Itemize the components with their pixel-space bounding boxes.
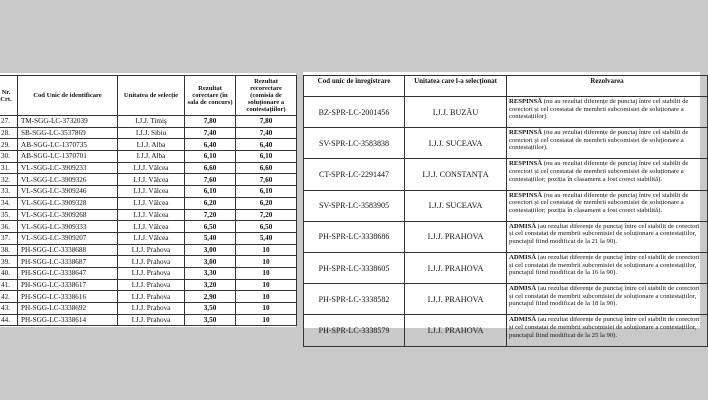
decision-label: RESPINSĂ [509,129,543,137]
row-unitate: I.J.J. SUCEAVA [405,190,507,221]
row-cod: PH-SGG-LC-3338687 [18,256,118,268]
decision-details: (nu au rezultat diferențe de punctaj între cel stabilit de corectori și cel constatat de membrii subcomisiei de soluționare a contestațiilor; poziția în clasament a fost corect stabilită). [509,191,689,214]
decision-label: RESPINSĂ [509,160,543,168]
row-nr: 27. [0,116,18,128]
decision-details: (nu au rezultat diferențe de punctaj între cel stabilit de corectori și cel constatat de membrii subcomisiei de soluționare a contestațiilor). [509,98,689,121]
row-rezultat: 7,40 [185,127,236,139]
decision-label: RESPINSĂ [509,98,543,105]
decision-label: ADMISĂ [509,253,537,261]
table-row [304,97,708,128]
row-unitate: I.J.J. PRAHOVA [405,252,507,283]
row-rezultat: 7,20 [185,209,236,221]
row-nr: 31. [0,162,18,174]
table-row [0,151,297,163]
table-row [0,279,297,291]
row-nr: 28. [0,127,18,139]
row-nr: 35. [0,209,18,221]
row-unitate: I.J.J. SUCEAVA [405,128,507,159]
table-row [304,284,708,315]
table-row [0,232,297,244]
row-unitate: I.J.J. Prahova [118,256,185,268]
row-nr: 33. [0,186,18,198]
row-recorectare: 6,10 [236,151,297,163]
row-nr: 30. [0,151,18,163]
row-rezolvarea [507,252,708,283]
header-nr: Nr. Crt. [0,76,18,116]
row-cod-inregistrare: PH-SPR-LC-3338686 [304,221,405,252]
row-nr: 41. [0,279,18,291]
table-row [0,267,297,279]
row-cod: PH-SGG-LC-3338647 [18,267,118,279]
row-rezultat: 6,10 [185,186,236,198]
row-rezultat: 7,80 [185,116,236,128]
row-cod: PH-SGG-LC-3338692 [18,303,118,315]
row-rezolvarea [507,221,708,252]
row-unitate: I.J.J. Sibiu [118,127,185,139]
row-rezultat: 6,60 [185,162,236,174]
row-cod: PH-SGG-LC-3338614 [18,314,118,326]
row-unitate: I.J.J. Vâlcea [118,209,185,221]
header-rezultat: Rezultat corectare (în sala de concurs) [185,76,236,116]
row-rezolvarea [507,315,708,346]
table-row [0,116,297,128]
row-unitate: I.J.J. Prahova [118,244,185,256]
row-recorectare: 5,40 [236,232,297,244]
row-unitate: I.J.J. Vâlcea [118,186,185,198]
row-rezolvarea [507,159,708,190]
row-cod: VL-SGG-LC-3909233 [18,162,118,174]
table-row [0,209,297,221]
row-unitate: I.J.J. Alba [118,139,185,151]
table-row [0,303,297,315]
table-row [0,162,297,174]
row-cod: VL-SGG-LC-3909333 [18,221,118,233]
row-nr: 38. [0,244,18,256]
decision-details: (nu au rezultat diferențe de punctaj între cel stabilit de corectori și cel constatat de membrii subcomisiei de soluționare a contestațiilor). [509,129,689,152]
row-recorectare: 6,40 [236,139,297,151]
decision-details: (au rezultat diferențe de punctaj între cel stabilit de corectori și cel constatat de membrii subcomisiei de soluționare a contestațiilor, punctajul fiind modificat de la 16 la 90). [509,253,700,277]
results-table [0,75,297,326]
row-rezolvarea [507,97,708,128]
table-row [0,139,297,151]
decision-label: ADMISĂ [509,285,537,293]
row-nr: 36. [0,221,18,233]
row-rezultat: 6,10 [185,151,236,163]
row-recorectare: 10 [236,279,297,291]
row-cod: TM-SGG-LC-3732039 [18,116,118,128]
row-rezultat: 3,50 [185,314,236,326]
row-unitate: I.J.J. Vâlcea [118,221,185,233]
table-row [0,186,297,198]
row-nr: 44. [0,314,18,326]
row-nr: 34. [0,197,18,209]
decision-details: (nu au rezultat diferențe de punctaj între cel stabilit de corectori și cel constatat de membrii subcomisiei de soluționare a contestațiilor; poziția în clasament a fost corect stabilită). [509,160,689,183]
header-recorectare: Rezultat recorectare (comisia de soluționare a contestațiilor) [236,76,297,116]
row-recorectare: 7,20 [236,209,297,221]
row-unitate: I.J.J. BUZĂU [405,97,507,128]
decision-label: ADMISĂ [509,316,537,324]
row-rezultat: 6,40 [185,139,236,151]
row-cod-inregistrare: CT-SPR-LC-2291447 [304,159,405,190]
row-recorectare: 6,20 [236,197,297,209]
row-rezultat: 7,60 [185,174,236,186]
row-unitate: I.J.J. Prahova [118,291,185,303]
table-row [304,315,708,346]
row-nr: 32. [0,174,18,186]
row-rezolvarea [507,190,708,221]
row-rezultat: 6,20 [185,197,236,209]
row-cod-inregistrare: SV-SPR-LC-3583905 [304,190,405,221]
row-cod: AB-SGG-LC-1370735 [18,139,118,151]
row-nr: 37. [0,232,18,244]
row-cod-inregistrare: PH-SPR-LC-3338579 [304,315,405,346]
row-nr: 39. [0,256,18,268]
row-recorectare: 10 [236,267,297,279]
row-cod: PH-SGG-LC-3338617 [18,279,118,291]
row-cod-inregistrare: BZ-SPR-LC-2001456 [304,97,405,128]
left-document-page [0,73,296,327]
row-cod: AB-SGG-LC-1370701 [18,151,118,163]
row-unitate: I.J.J. Vâlcea [118,162,185,174]
row-recorectare: 7,60 [236,174,297,186]
table-row [304,252,708,283]
row-cod-inregistrare: PH-SPR-LC-3338582 [304,284,405,315]
row-rezultat: 3,00 [185,256,236,268]
row-recorectare: 7,80 [236,116,297,128]
row-cod: VL-SGG-LC-3909207 [18,232,118,244]
row-unitate: I.J.J. Prahova [118,279,185,291]
row-recorectare: 6,60 [236,162,297,174]
header-unitate-selectionat: Unitatea care l-a selecționat [405,76,507,97]
row-unitate: I.J.J. Vâlcea [118,174,185,186]
right-document-page [303,72,700,339]
row-recorectare: 10 [236,314,297,326]
decision-label: ADMISĂ [509,222,537,230]
table-row [0,197,297,209]
row-cod: VL-SGG-LC-3909268 [18,209,118,221]
row-unitate: I.J.J. Vâlcea [118,232,185,244]
row-unitate: I.J.J. Timiș [118,116,185,128]
table-row [304,159,708,190]
row-rezultat: 2,90 [185,291,236,303]
table-row [304,190,708,221]
row-cod: PH-SGG-LC-3338616 [18,291,118,303]
row-cod: PH-SGG-LC-3338688 [18,244,118,256]
row-nr: 43. [0,303,18,315]
table-row [0,127,297,139]
row-recorectare: 7,40 [236,127,297,139]
row-unitate: I.J.J. Prahova [118,314,185,326]
table-row [0,256,297,268]
table-row [0,244,297,256]
results-table-body [0,116,297,326]
header-unitate: Unitatea de selecție [118,76,185,116]
row-recorectare: 10 [236,256,297,268]
row-unitate: I.J.J. Prahova [118,267,185,279]
table-row [304,221,708,252]
appeals-table-body [304,97,708,347]
row-rezolvarea [507,284,708,315]
row-rezultat: 3,20 [185,279,236,291]
table-row [0,174,297,186]
row-recorectare: 10 [236,291,297,303]
header-cod-inregistrare: Cod unic de înregistrare [304,76,405,97]
row-recorectare: 6,10 [236,186,297,198]
row-cod-inregistrare: SV-SPR-LC-3583838 [304,128,405,159]
header-cod: Cod Unic de identificare [18,76,118,116]
row-cod: VL-SGG-LC-3909246 [18,186,118,198]
row-unitate: I.J.J. PRAHOVA [405,284,507,315]
row-rezultat: 5,40 [185,232,236,244]
row-unitate: I.J.J. CONSTANȚA [405,159,507,190]
header-rezolvarea: Rezolvarea [507,76,708,97]
row-nr: 42. [0,291,18,303]
row-recorectare: 6,50 [236,221,297,233]
row-recorectare: 10 [236,303,297,315]
decision-details: (au rezultat diferențe de punctaj între cel stabilit de corectori și cel constatat de membrii subcomisiei de soluționare a contestațiilor, punctajul fiind modificat de la 25 la 90). [509,316,700,339]
table-header-row [304,76,708,97]
decision-details: (au rezultat diferențe de punctaj între cel stabilit de corectori și cel constatat de membrii subcomisiei de soluționare a contestațiilor, punctajul fiind modificat de la 18 la 90). [509,285,700,308]
decision-details: (au rezultat diferențe de punctaj între cel stabilit de corectori și cel constatat de membrii subcomisiei de soluționare a contestațiilor, punctajul fiind modificat de la 21 la 90). [509,222,700,245]
row-rezultat: 6,50 [185,221,236,233]
row-rezultat: 3,50 [185,303,236,315]
row-nr: 40. [0,267,18,279]
table-row [0,314,297,326]
row-nr: 29. [0,139,18,151]
table-row [0,221,297,233]
row-cod: VL-SGG-LC-3909326 [18,174,118,186]
row-rezultat: 3,30 [185,267,236,279]
decision-label: RESPINSĂ [509,191,543,199]
row-unitate: I.J.J. Alba [118,151,185,163]
row-unitate: I.J.J. Prahova [118,303,185,315]
appeals-table [303,75,708,347]
row-unitate: I.J.J. PRAHOVA [405,221,507,252]
row-cod-inregistrare: PH-SPR-LC-3338605 [304,252,405,283]
row-unitate: I.J.J. Vâlcea [118,197,185,209]
table-row [0,291,297,303]
row-cod: VL-SGG-LC-3909328 [18,197,118,209]
row-rezultat: 3,00 [185,244,236,256]
row-rezolvarea [507,128,708,159]
row-recorectare: 10 [236,244,297,256]
row-unitate: I.J.J. PRAHOVA [405,315,507,346]
table-header-row [0,76,297,116]
table-row [304,128,708,159]
row-cod: SB-SGG-LC-3537869 [18,127,118,139]
